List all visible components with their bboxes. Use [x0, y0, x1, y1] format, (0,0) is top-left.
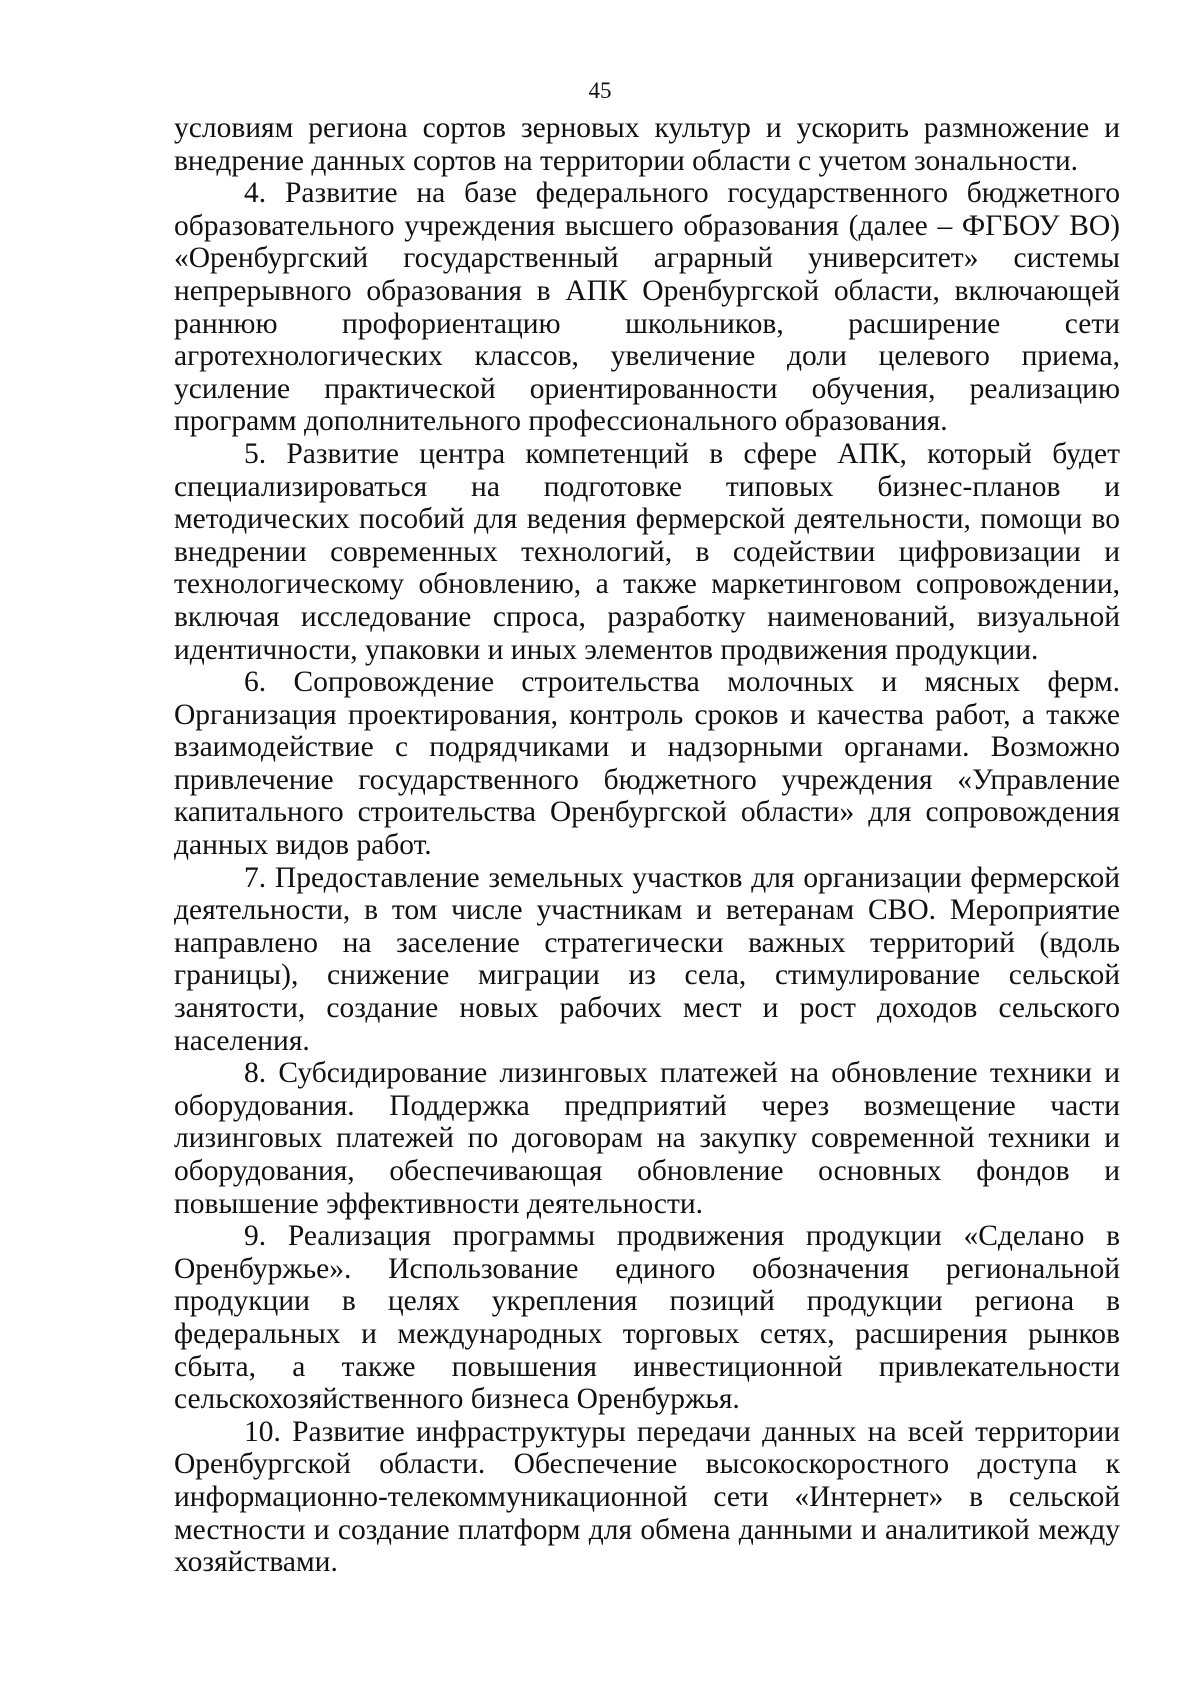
- paragraph-item-10: 10. Развитие инфраструктуры передачи данных на всей территории Оренбургской области. Обеспечение высокоскоростного доступа к информационно-телекоммуникационной сети «Интернет» в сельской местности и создание платформ для обмена данными и аналитикой между хозяйствами.: [174, 1415, 1120, 1579]
- paragraph-item-7: 7. Предоставление земельных участков для организации фермерской деятельности, в том числе участникам и ветеранам СВО. Мероприятие направлено на заселение стратегически важных территорий (вдоль границы), снижение миграции из села, стимулирование сельской занятости, создание новых рабочих мест и рост доходов сельского населения.: [174, 861, 1120, 1057]
- paragraph-item-4: 4. Развитие на базе федерального государственного бюджетного образовательного учреждения высшего образования (далее – ФГБОУ ВО) «Оренбургский государственный аграрный университет» системы непрерывного образования в АПК Оренбургской области, включающей раннюю профориентацию школьников, расширение сети агротехнологических классов, увеличение доли целевого приема, усиление практической ориентированности обучения, реализацию программ дополнительного профессионального образования.: [174, 177, 1120, 438]
- page-number: 45: [588, 78, 612, 103]
- paragraph-item-5: 5. Развитие центра компетенций в сфере АПК, который будет специализироваться на подготовке типовых бизнес-планов и методических пособий для ведения фермерской деятельности, помощи во внедрении современных технологий, в содействии цифровизации и технологическому обновлению, а также маркетинговом сопровождении, включая исследование спроса, разработку наименований, визуальной идентичности, упаковки и иных элементов продвижения продукции.: [174, 437, 1120, 666]
- paragraph-item-9: 9. Реализация программы продвижения продукции «Сделано в Оренбуржье». Использование единого обозначения региональной продукции в целях укрепления позиций продукции региона в федеральных и международных торговых сетях, расширения рынков сбыта, а также повышения инвестиционной привлекательности сельскохозяйственного бизнеса Оренбуржья.: [174, 1220, 1120, 1416]
- paragraph-item-8: 8. Субсидирование лизинговых платежей на обновление техники и оборудования. Поддержка предприятий через возмещение части лизинговых платежей по договорам на закупку современной техники и оборудования, обеспечивающая обновление основных фондов и повышение эффективности деятельности.: [174, 1057, 1120, 1220]
- paragraph-continuation: условиям региона сортов зерновых культур и ускорить размножение и внедрение данных сортов на территории области с учетом зональности.: [174, 112, 1120, 177]
- document-body: [174, 112, 1120, 1579]
- paragraph-item-6: 6. Сопровождение строительства молочных и мясных ферм. Организация проектирования, контроль сроков и качества работ, а также взаимодействие с подрядчиками и надзорными органами. Возможно привлечение государственного бюджетного учреждения «Управление капитального строительства Оренбургской области» для сопровождения данных видов работ.: [174, 666, 1120, 862]
